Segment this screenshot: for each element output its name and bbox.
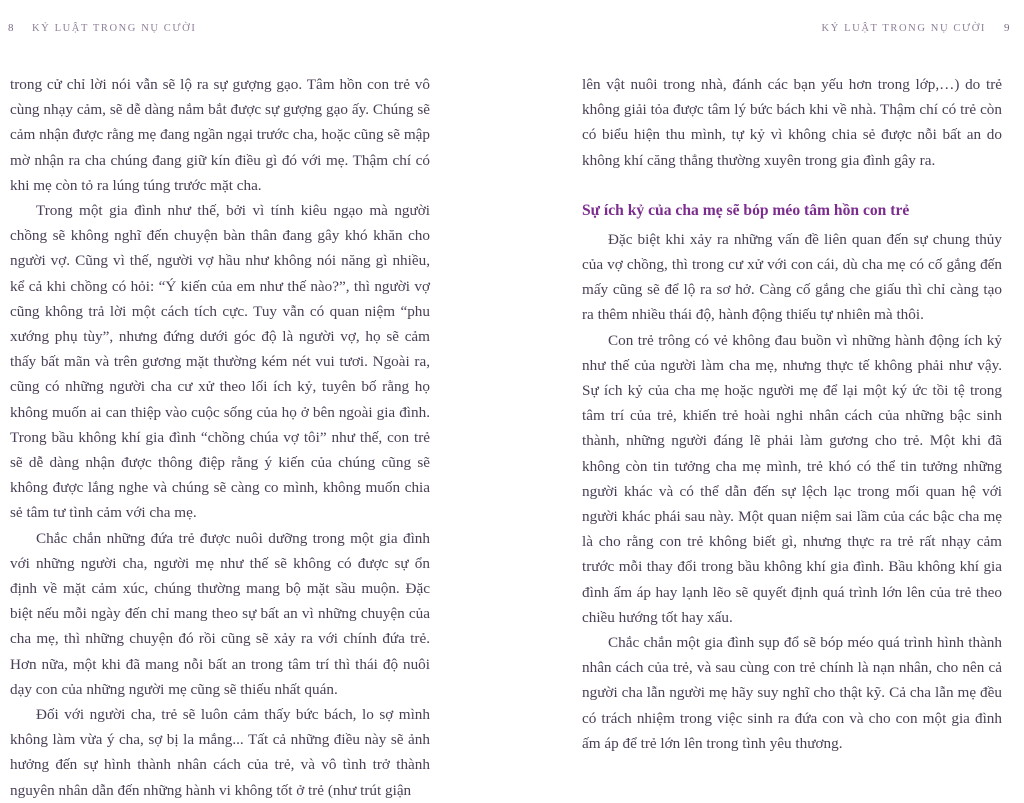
right-page-number: 9	[1004, 22, 1010, 34]
paragraph: Chắc chắn một gia đình sụp đổ sẽ bóp méo quá trình hình thành nhân cách của trẻ, và sau cùng con trẻ chính là nạn nhân, cho nên cả người cha lẫn người mẹ hãy suy nghĩ cho thật kỹ. Cả cha lẫn mẹ đều có trách nhiệm trong việc sinh ra đứa con và cho con một gia đình ấm áp để trẻ lớn lên trong tình yêu thương.	[582, 634, 1002, 752]
left-running-head	[0, 22, 512, 40]
left-running-head-title: KỶ LUẬT TRONG NỤ CƯỜI	[32, 23, 197, 34]
paragraph: trong cử chỉ lời nói vẫn sẽ lộ ra sự gượng gạo. Tâm hồn con trẻ vô cùng nhạy cảm, sẽ dễ dàng nắm bắt được sự gượng gạo ấy. Chúng sẽ cảm nhận được rằng mẹ đang ngần ngại trước cha, hoặc cũng sẽ mập mờ nhận ra cha chúng đang giữ kín điều gì đó với mẹ. Thậm chí có khi mẹ còn tỏ ra lúng túng trước mặt cha.	[10, 76, 430, 194]
left-page-number: 8	[8, 22, 14, 34]
right-page	[512, 0, 1024, 787]
right-body-text	[582, 72, 1002, 756]
paragraph: Trong một gia đình như thế, bởi vì tính kiêu ngạo mà người chồng sẽ không nghĩ đến chuyện bàn thân đang gây khó khăn cho người vợ. Cũng vì thế, người vợ hầu như không nói năng gì nhiều, kể cả khi chồng có hỏi: “Ý kiến của em như thế nào?”, thì người vợ cũng không trả lời một cách tích cực. Tuy vẫn có quan niệm “phu xướng phụ tùy”, nhưng đứng dưới góc độ là người vợ, họ sẽ cảm thấy bất mãn và trên gương mặt thường kém nét vui tươi. Ngoài ra, cũng có những người cha cư xử theo lối ích kỷ, tuyên bố rằng họ không muốn ai can thiệp vào cuộc sống của họ ở bên ngoài gia đình. Trong bầu không khí gia đình “chồng chúa vợ tôi” như thế, con trẻ sẽ dễ dàng nhận được thông điệp rằng ý kiến của chúng cũng sẽ không được lắng nghe và chúng sẽ càng co mình, không muốn chia sẻ tâm tư tình cảm với cha mẹ.	[10, 202, 430, 522]
section-heading: Sự ích kỷ của cha mẹ sẽ bóp méo tâm hồn con trẻ	[582, 201, 910, 219]
paragraph: Chắc chắn những đứa trẻ được nuôi dưỡng trong một gia đình với những người cha, người mẹ như thế sẽ không có được sự ổn định về mặt cảm xúc, chúng thường mang bộ mặt sầu muộn. Đặc biệt nếu mỗi ngày đến chỉ mang theo sự bất an vì những chuyện của cha mẹ, thì những chuyện đó rồi cũng sẽ xảy ra với chính đứa trẻ. Hơn nữa, một khi đã mang nỗi bất an trong tâm trí thì thái độ nuôi dạy con của những người mẹ cũng sẽ thiếu nhất quán.	[10, 529, 430, 698]
paragraph: Đối với người cha, trẻ sẽ luôn cảm thấy bức bách, lo sợ mình không làm vừa ý cha, sợ bị la mắng... Tất cả những điều này sẽ ảnh hưởng đến sự hình thành nhân cách của trẻ, và vô tình trở thành nguyên nhân dẫn đến những hành vi không tốt ở trẻ (như trút giận	[10, 706, 430, 799]
paragraph: Con trẻ trông có vẻ không đau buồn vì những hành động ích kỷ như thế của người làm cha mẹ, nhưng thực tế không phải như vậy. Sự ích kỷ của cha mẹ hoặc người mẹ để lại một ký ức tồi tệ trong tâm trí của trẻ, khiến trẻ hoài nghi nhân cách của những bậc sinh thành, những người đáng lẽ phải làm gương cho trẻ. Một khi đã không còn tin tưởng cha mẹ mình, trẻ khó có thể tin tưởng những người khác và có thể dẫn đến sự lệch lạc trong mối quan hệ với người khác phái sau này. Một quan niệm sai lầm của các bậc cha mẹ là cho rằng con trẻ không biết gì, nhưng thực ra trẻ rất nhạy cảm trước mỗi thay đổi trong bầu không khí gia đình. Bầu không khí gia đình ấm áp hay lạnh lẽo sẽ quyết định quá trình lớn lên của trẻ theo chiều hướng tốt hay xấu.	[582, 331, 1002, 626]
paragraph: Đặc biệt khi xảy ra những vấn đề liên quan đến sự chung thủy của vợ chồng, thì trong cư xử với con cái, dù cha mẹ có cố gắng đến mấy cũng sẽ để lộ ra sơ hở. Càng cố gắng che giấu thì chỉ càng tạo ra thêm nhiều thái độ, hành động thiếu tự nhiên mà thôi.	[582, 230, 1002, 324]
right-running-head-title: KỶ LUẬT TRONG NỤ CƯỜI	[821, 23, 986, 34]
paragraph: lên vật nuôi trong nhà, đánh các bạn yếu hơn trong lớp,…) do trẻ không giải tỏa được tâm lý bức bách khi về nhà. Thậm chí có trẻ còn có biểu hiện thu mình, tự kỷ vì không chia sẻ được nỗi bất an do không khí căng thẳng thường xuyên trong gia đình gây ra.	[582, 76, 1002, 169]
left-body-text	[10, 72, 430, 803]
left-page	[0, 0, 512, 799]
right-running-head	[512, 22, 1024, 40]
